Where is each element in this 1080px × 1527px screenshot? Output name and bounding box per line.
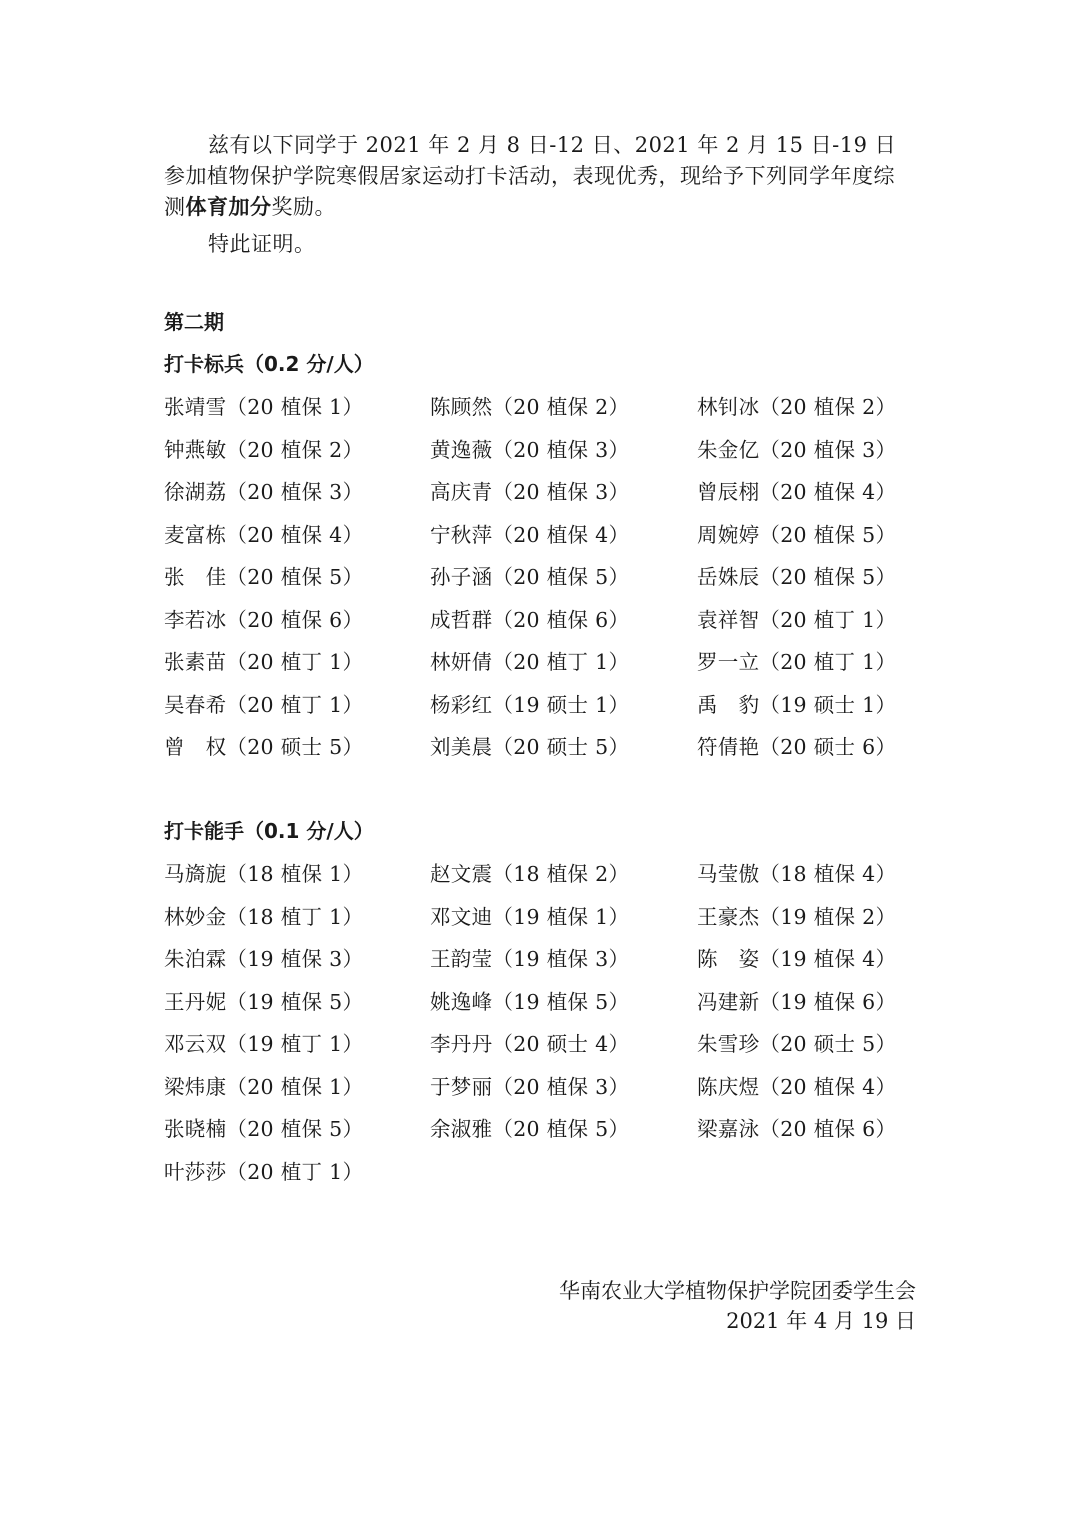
list-item: 朱金亿（20 植保 3） <box>697 437 897 462</box>
list-item: 朱雪珍（20 硕士 5） <box>697 1032 897 1056</box>
intro-paragraph <box>164 130 916 223</box>
signature-block <box>559 1276 916 1336</box>
list-item: 符倩艳（20 硕士 6） <box>697 735 897 759</box>
list-item: 马旖旎（18 植保 1） <box>164 862 364 886</box>
list-item: 王丹妮（19 植保 5） <box>164 989 364 1014</box>
intro-ending: 奖励。 <box>271 195 336 219</box>
certificate-document <box>164 130 916 1184</box>
list-item: 袁祥智（20 植丁 1） <box>697 607 897 632</box>
list-item: 王韵莹（19 植保 3） <box>430 947 630 971</box>
list-item: 邓文迪（19 植保 1） <box>430 904 630 929</box>
list-item: 余淑雅（20 植保 5） <box>430 1117 630 1141</box>
category1-list <box>164 392 916 775</box>
list-item: 王豪杰（19 植保 2） <box>697 904 897 929</box>
certify-line <box>164 229 916 260</box>
list-item: 岳姝辰（20 植保 5） <box>697 565 897 589</box>
list-item: 冯建新（19 植保 6） <box>697 989 897 1014</box>
list-item: 刘美晨（20 硕士 5） <box>430 735 630 759</box>
list-item: 张晓楠（20 植保 5） <box>164 1117 364 1141</box>
list-item: 陈庆煜（20 植保 4） <box>697 1074 897 1099</box>
list-item: 叶莎莎（20 植丁 1） <box>164 1159 364 1184</box>
list-item: 李丹丹（20 硕士 4） <box>430 1032 630 1056</box>
list-item: 孙子涵（20 植保 5） <box>430 565 630 589</box>
list-item: 麦富栋（20 植保 4） <box>164 522 364 547</box>
list-item: 陈顾然（20 植保 2） <box>430 395 630 419</box>
list-item: 高庆青（20 植保 3） <box>430 480 630 504</box>
list-item: 邓云双（19 植丁 1） <box>164 1032 364 1056</box>
list-item: 马莹傲（18 植保 4） <box>697 862 897 886</box>
list-item: 张素苗（20 植丁 1） <box>164 650 364 674</box>
list-item: 罗一立（20 植丁 1） <box>697 650 897 674</box>
category2-list <box>164 859 916 1199</box>
list-item: 朱泊霖（19 植保 3） <box>164 947 364 971</box>
list-item: 张 佳（20 植保 5） <box>164 565 364 589</box>
list-item: 林妙金（18 植丁 1） <box>164 904 364 929</box>
list-item: 陈 姿（19 植保 4） <box>697 947 897 971</box>
certify-text: 特此证明。 <box>208 232 316 256</box>
list-item: 禹 豹（19 硕士 1） <box>697 692 897 717</box>
list-item: 钟燕敏（20 植保 2） <box>164 437 364 462</box>
list-item: 黄逸薇（20 植保 3） <box>430 437 630 462</box>
list-item: 曾 权（20 硕士 5） <box>164 735 364 759</box>
list-item: 宁秋萍（20 植保 4） <box>430 522 630 547</box>
list-item: 梁嘉泳（20 植保 6） <box>697 1117 897 1141</box>
list-item: 林妍倩（20 植丁 1） <box>430 650 630 674</box>
signature-date: 2021 年 4 月 19 日 <box>726 1309 916 1333</box>
list-item: 于梦丽（20 植保 3） <box>430 1074 630 1099</box>
list-item: 李若冰（20 植保 6） <box>164 607 364 632</box>
list-item: 梁炜康（20 植保 1） <box>164 1074 364 1099</box>
list-item: 杨彩红（19 硕士 1） <box>430 692 630 717</box>
intro-text: 兹有以下同学于 2021 年 2 月 8 日-12 日、2021 年 2 月 15 日-19 日参加植物保护学院寒假居家运动打卡活动，表现优秀，现给予下列同学年度综测 <box>164 133 897 219</box>
period-title: 第二期 <box>164 310 224 334</box>
category2-title: 打卡能手（0.1 分/人） <box>164 819 374 843</box>
list-item: 成哲群（20 植保 6） <box>430 607 630 632</box>
category1-title: 打卡标兵（0.2 分/人） <box>164 352 374 376</box>
list-item: 张靖雪（20 植保 1） <box>164 395 364 419</box>
list-item: 林钊冰（20 植保 2） <box>697 395 897 419</box>
list-item: 姚逸峰（19 植保 5） <box>430 989 630 1014</box>
list-item: 周婉婷（20 植保 5） <box>697 522 897 547</box>
list-item: 赵文震（18 植保 2） <box>430 862 630 886</box>
list-item: 徐湖荔（20 植保 3） <box>164 480 364 504</box>
list-item: 吴春希（20 植丁 1） <box>164 692 364 717</box>
list-item: 曾辰栩（20 植保 4） <box>697 480 897 504</box>
intro-bold-phrase: 体育加分 <box>185 195 272 219</box>
signature-organization: 华南农业大学植物保护学院团委学生会 <box>559 1279 916 1303</box>
